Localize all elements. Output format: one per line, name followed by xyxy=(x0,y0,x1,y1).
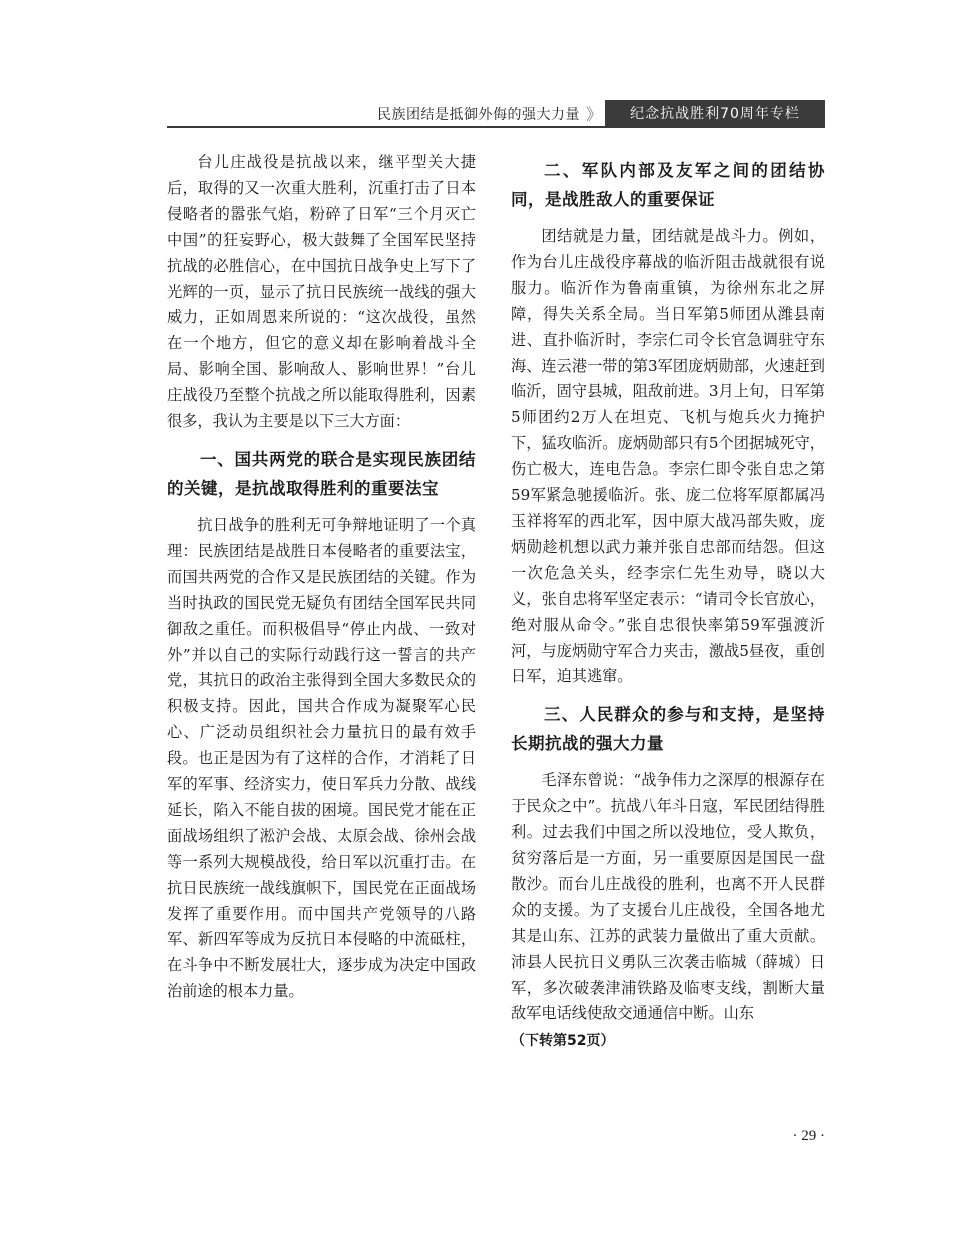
header-rule xyxy=(167,126,825,128)
continued-note: （下转第52页） xyxy=(511,1033,615,1050)
section-3-paragraph: 毛泽东曾说：“战争伟力之深厚的根源存在于民众之中”。抗战八年斗日寇，军民团结得胜利。过去我们中国之所以没地位，受人欺负，贫穷落后是一方面，另一重要原因是国民一盘散沙。而台儿庄战役的胜利，也离不开人民群众的支援。为了支援台儿庄战役，全国各地尤其是山东、江苏的武装力量做出了重大贡献。沛县人民抗日义勇队三次袭击临城（薛城）日军，多次破袭津浦铁路及临枣支线，割断大量敌军电话线使敌交通通信中断。山东 xyxy=(511,771,825,1023)
header-article-title: 民族团结是抵御外侮的强大力量 xyxy=(377,107,580,123)
intro-paragraph: 台儿庄战役是抗战以来，继平型关大捷后，取得的又一次重大胜利，沉重打击了日本侵略者的嚣张气焰，粉碎了日军“三个月灭亡中国”的狂妄野心，极大鼓舞了全国军民坚持抗战的必胜信心，在中国抗日战争史上写下了光辉的一页，显示了抗日民族统一战线的强大威力，正如周恩来所说的：“这次战役，虽然在一个地方，但它的意义却在影响着战斗全局、影响全国、影响敌人、影响世界！”台儿庄战役乃至整个抗战之所以能取得胜利，因素很多，我认为主要是以下三大方面： xyxy=(167,153,476,431)
section-heading-3: 三、人民群众的参与和支持，是坚持长期抗战的强大力量 xyxy=(511,705,825,754)
left-column xyxy=(167,150,476,1005)
section-heading-1: 一、国共两党的联合是实现民族团结的关键，是抗战取得胜利的重要法宝 xyxy=(167,449,476,498)
page-number: · 29 · xyxy=(792,1128,825,1144)
right-column xyxy=(511,150,825,1055)
section-1-paragraph: 抗日战争的胜利无可争辩地证明了一个真理：民族团结是战胜日本侵略者的重要法宝，而国共两党的合作又是民族团结的关键。作为当时执政的国民党无疑负有团结全国军民共同御敌之重任。而积极倡导“停止内战、一致对外”并以自己的实际行动践行这一誓言的共产党，其抗日的政治主张得到全国大多数民众的积极支持。因此，国共合作成为凝聚军心民心、广泛动员组织社会力量抗日的最有效手段。也正是因为有了这样的合作，才消耗了日军的军事、经济实力，使日军兵力分散、战线延长，陷入不能自拔的困境。国民党才能在正面战场组织了淞沪会战、太原会战、徐州会战等一系列大规模战役，给日军以沉重打击。在抗日民族统一战线旗帜下，国民党在正面战场发挥了重要作用。而中国共产党领导的八路军、新四军等成为反抗日本侵略的中流砥柱，在斗争中不断发展壮大，逐步成为决定中国政治前途的根本力量。 xyxy=(167,515,476,1001)
header-chevron-icon: 》 xyxy=(586,105,603,124)
section-heading-2: 二、军队内部及友军之间的团结协同，是战胜敌人的重要保证 xyxy=(511,161,825,209)
header-column-banner: 纪念抗战胜利70周年专栏 xyxy=(605,100,825,128)
section-2-paragraph: 团结就是力量，团结就是战斗力。例如，作为台儿庄战役序幕战的临沂阻击战就很有说服力。临沂作为鲁南重镇，为徐州东北之屏障，得失关系全局。当日军第5师团从潍县南进、直扑临沂时，李宗仁司令长官急调驻守东海、连云港一带的第3军团庞炳勋部，火速赶到临沂，固守县城，阻敌前进。3月上旬，日军第5师团约2万人在坦克、飞机与炮兵火力掩护下，猛攻临沂。庞炳勋部只有5个团据城死守，伤亡极大，连电告急。李宗仁即令张自忠之第59军紧急驰援临沂。张、庞二位将军原都属冯玉祥将军的西北军，因中原大战冯部失败，庞炳勋趁机想以武力兼并张自忠部而结怨。但这一次危急关头，经李宗仁先生劝导，晓以大义，张自忠将军坚定表示：“请司令长官放心，绝对服从命令。”张自忠很快率第59军强渡沂河，与庞炳勋守军合力夹击，激战5昼夜，重创日军，迫其逃窜。 xyxy=(511,227,825,686)
running-header xyxy=(167,100,825,128)
